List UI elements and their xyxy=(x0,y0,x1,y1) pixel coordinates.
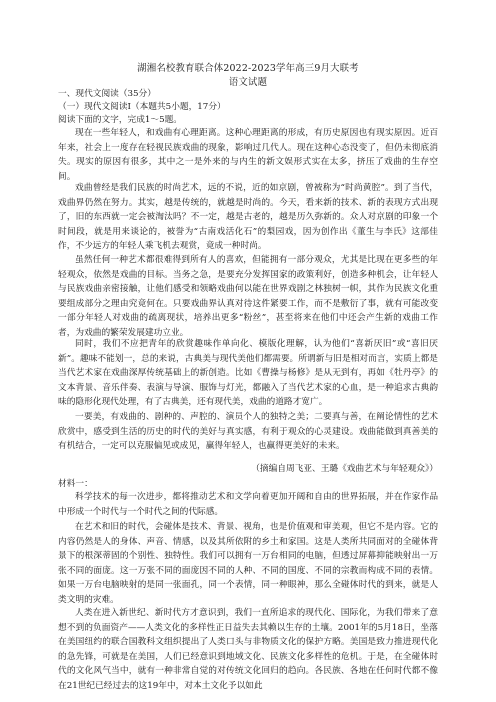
paragraph-4: 同时，我们不应把青年的欣赏趣味作单向化、模版化理解，认为他们“喜新厌旧”或“喜旧厌新”。趣味不能划一，总的来说，古典美与现代美他们都需要。所谓新与旧是相对而言，实质上都是当代艺术家在戏曲深厚传统基础上的新创造。比如《曹操与杨修》是从无到有，再如《牡丹亭》的文本背景、音乐伴奏、表演与导演、服饰与灯光，都融入了当代艺术家的心血，是一种追求古典韵味的隐形化现代处理，有了古典美，还有现代美，戏曲的道路才宽广。 xyxy=(58,339,438,408)
paragraph-3: 虽然任何一种艺术都很难得到所有人的喜欢，但能拥有一部分观众，尤其是比现在更多些的年轻观众，依然是戏曲的目标。当务之急，是要充分发挥国家的政策利好，创造多种机会，让年轻人与民族戏曲亲密接触，让他们感受和领略戏曲何以能在世界戏剧之林独树一帜，其作为民族文化重要组成部分之理由究竟何在。只要戏曲界认真对待这件紧要工作，而不是敷衍了事，就有可能改变一部分年轻人对戏曲的疏离现状，培养出更多“粉丝”，甚至将来在他们中还会产生新的戏曲工作者，为戏曲的繁荣发展建功立业。 xyxy=(58,255,438,338)
sub-heading: （一）现代文阅读Ⅰ（本题共5小题，17分） xyxy=(58,102,226,112)
paragraph-5: 一要美，有戏曲的、剧种的、声腔的、演员个人的独特之美；二要真与善，在阐论情性的艺术欣赏中，感受到生活的历史的时代的美好与真实感，有利于观众的心灵建设。戏曲能做到真善美的有机结合，一定可以克服偏见或成见，赢得年轻人，也赢得更美好的未来。 xyxy=(58,412,438,452)
citation: （摘编自周飞亚、王璐《戏曲艺术与年轻观众》） xyxy=(251,464,438,474)
paragraph-7: 在艺术和旧的时代，会碰体是技术、背景、视角，也是价值观和审美观，但它不是内容。它的内容仍然是人的身体、声音、情感，以及其所依附的乡土和家国。这是人类所共同面对的全碰体背景下的根深蒂固的个别性、独特性。我们可以拥有一万台相同的电脑，但透过屏幕抑能映射出一万张不同的面庞。这一万张不同的面庞因不同的人种、不同的国度、不同的宗教而构成不同的表情。如果一万台电脑映射的是同一张面孔，同一个表情，同一种眼神，那么全碰体时代的到来，就是人类文明的灾难。 xyxy=(58,522,438,605)
paragraph-1: 现在一些年轻人，和戏曲有心理距离。这种心理距离的形成，有历史原因也有现实原因。近百年来，社会上一度存在轻视民族戏曲的现象，影响过几代人。现在这种心态没变了，但仍未彻底消失。现实的原因有很多，其中之一是外来的与内生的新文娱形式实在太多，挤压了戏曲的生存空间。 xyxy=(58,128,438,182)
exam-subtitle: 语文试题 xyxy=(228,77,268,88)
paragraph-6: 科学技术的每一次进步，都将推动艺术和文学向着更加开阔和自由的世界拓展，并在作家作品中形成一个时代与一个时代之间的代际感。 xyxy=(58,492,438,517)
paragraph-8: 人类在进入新世纪、新时代方才意识到，我们一直所追求的现代化、国际化，为我们带来了意想不到的负面资产——人类文化的多样性正日益失去其赖以生存的土壤。2001年的5月18日，坐落在美国纽约的联合国教科文组织提出了人类口头与非物质文化的保护方略。美国是致力推进现代化的急先锋，可就是在美国，人们已经意识到地域文化、民族文化多样性的危机。于是，在全碰体时代的文化风气当中，就有一种非常自觉的对传统文化回归的趋向。各民族、各地在任何时代都不像在21世纪已经过去的这19年中，对本土文化予以如此 xyxy=(58,608,438,691)
material-label: 材料一： xyxy=(58,479,93,489)
section-heading: 一、现代文阅读（35分） xyxy=(58,89,156,99)
paragraph-2: 戏曲曾经是我们民族的时尚艺术，远的不说，近的如京剧，曾被称为“时尚黄腔”。到了当代，戏曲界仍然在努力。其实，越是传统的，就越是时尚的。今天，看来新的技术、新的表现方式出现了，旧的东西就一定会被淘汰吗？不一定，越是古老的，越是历久弥新的。众人对京剧的印象一个时间段，就是用来谈论的，被誉为“古南戏活化石”的梨园戏，因为创作出《董生与李氏》这部佳作，不少远方的年轻人乘飞机去观赏，竟成一种时尚。 xyxy=(58,183,438,252)
instruction: 阅读下面的文字，完成1～5题。 xyxy=(58,115,182,125)
exam-title: 湖湘名校教育联合体2022-2023学年高三9月大联考 xyxy=(137,63,359,74)
